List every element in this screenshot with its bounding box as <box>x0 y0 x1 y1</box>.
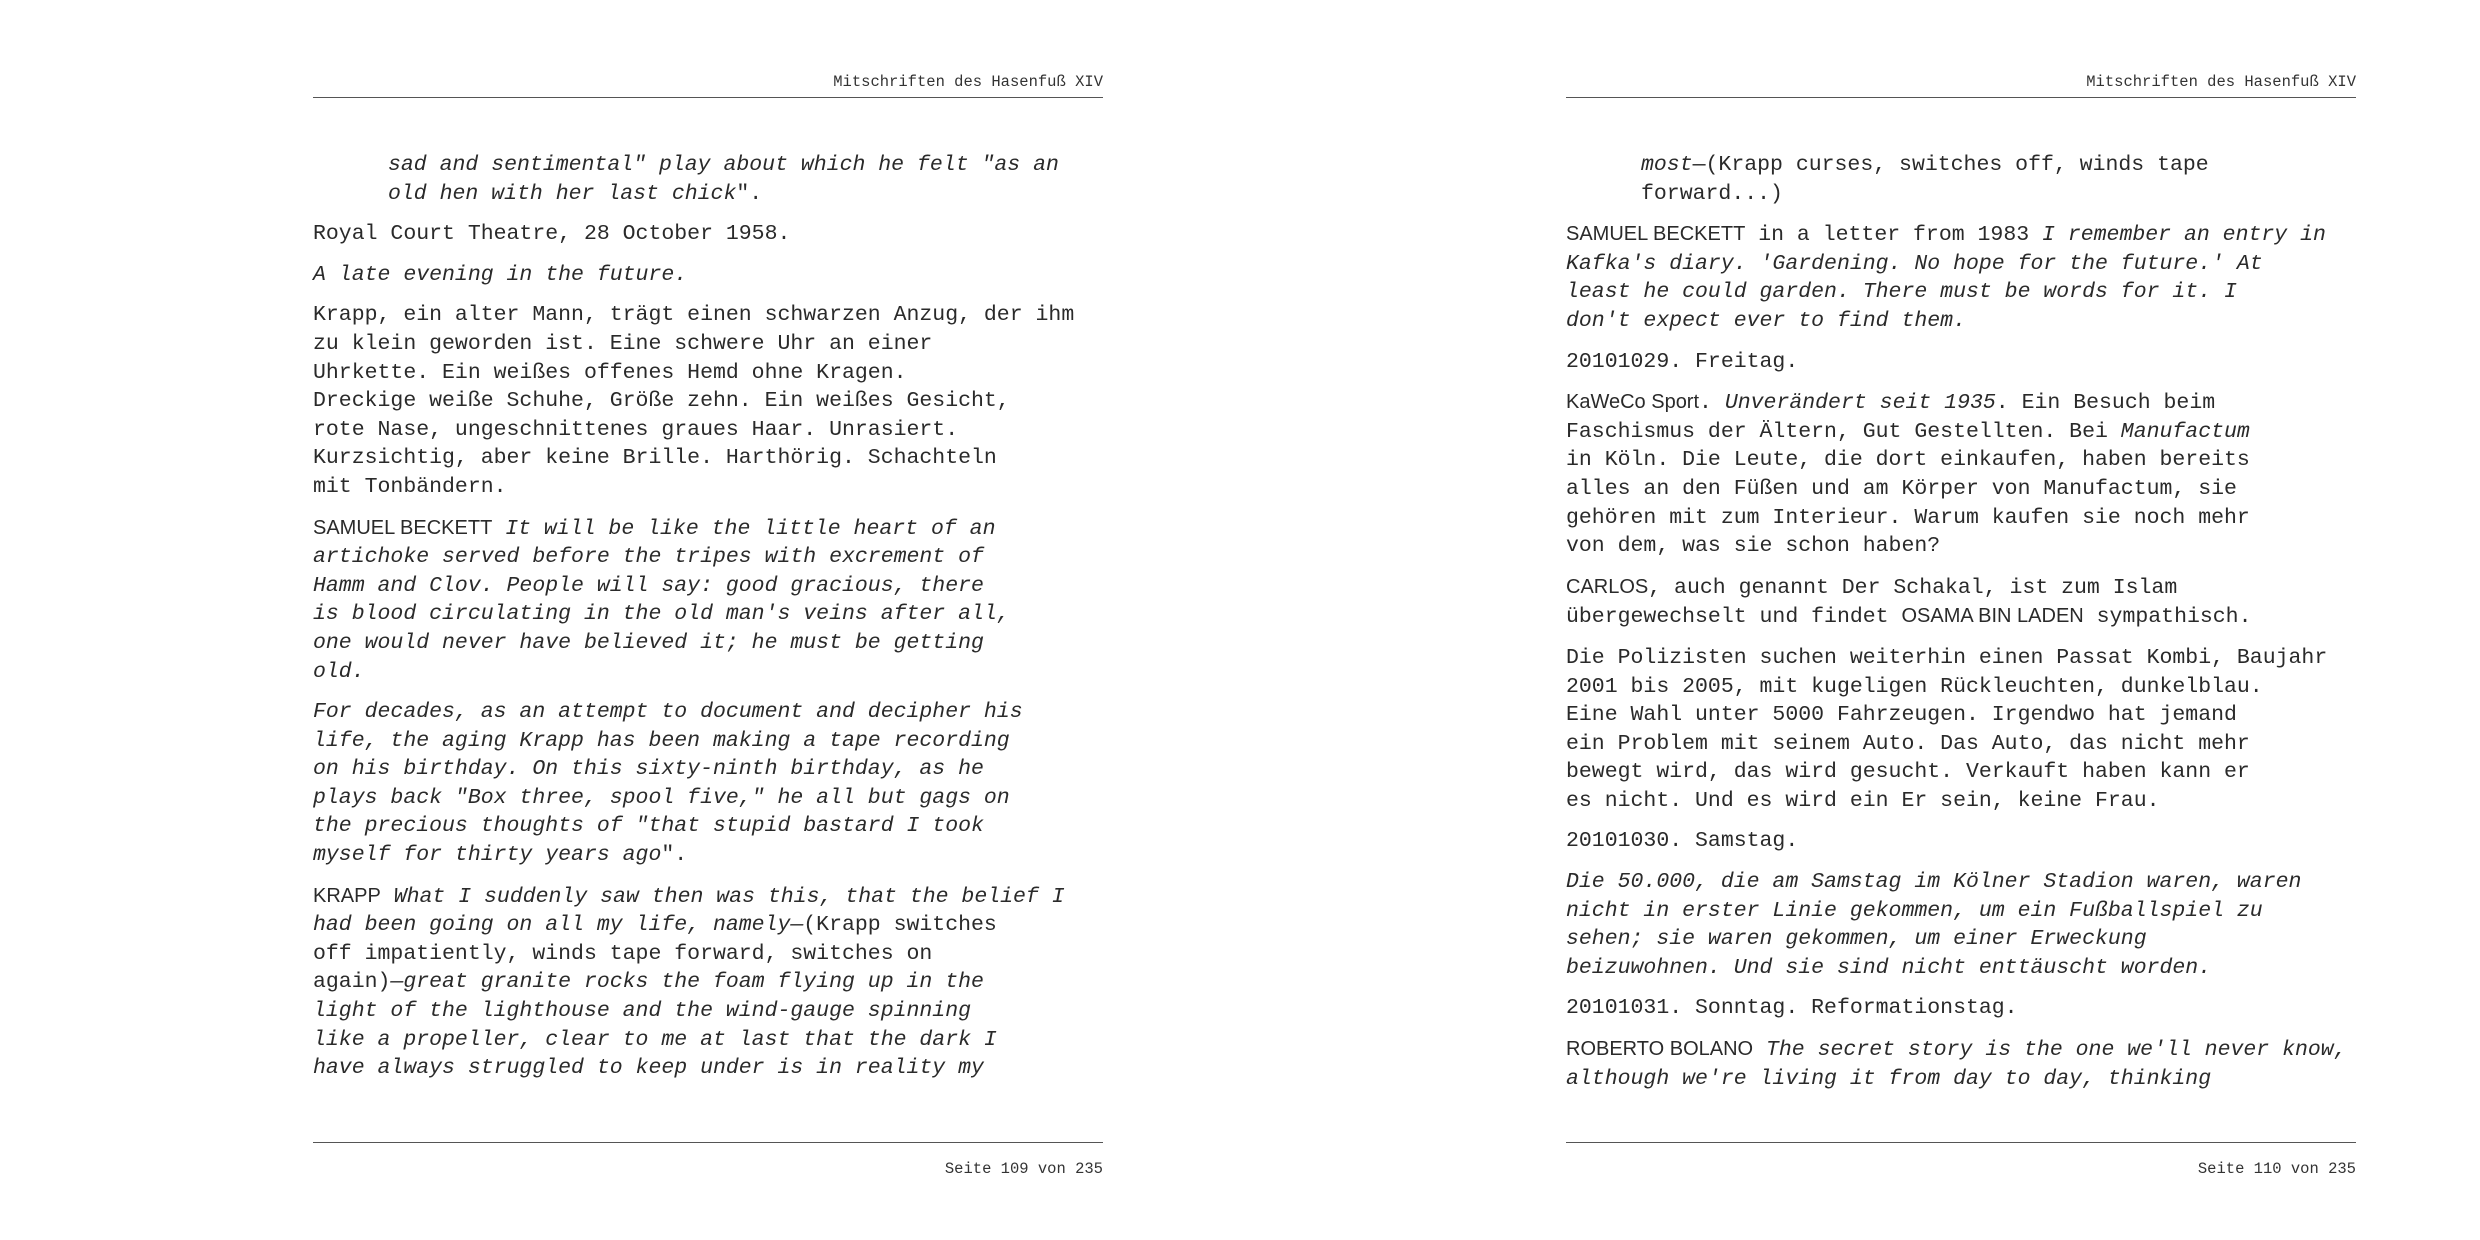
text-line <box>313 359 1103 388</box>
text-run: I remember an entry in <box>2042 223 2326 248</box>
text-run: Kafka's diary. 'Gardening. No hope for the future.' At <box>1566 251 2263 276</box>
person-name: KaWeCo Sport <box>1566 391 1700 414</box>
text-line <box>1641 180 2356 209</box>
text-line <box>313 473 1103 502</box>
text-line <box>1566 348 2356 377</box>
text-run: old hen with her last chick <box>388 181 737 206</box>
text-line <box>313 629 1103 658</box>
text-run: life, the aging Krapp has been making a tape recording <box>313 728 1010 753</box>
text-line <box>1566 602 2356 632</box>
text-run: Hamm and Clov. People will say: good gracious, there <box>313 573 984 598</box>
text-run: old. <box>313 659 365 684</box>
text-run <box>1753 1038 1766 1062</box>
text-run: 20101030. Samstag. <box>1566 829 1799 854</box>
paragraph <box>1566 644 2356 816</box>
text-run: in a letter from 1983 <box>1745 223 2043 248</box>
paragraph <box>1566 827 2356 856</box>
text-run: Uhrkette. Ein weißes offenes Hemd ohne Kragen. <box>313 360 907 385</box>
text-run: 20101031. Sonntag. Reformationstag. <box>1566 996 2018 1021</box>
page-header: Mitschriften des Hasenfuß XIV <box>313 72 1103 98</box>
text-run: Faschismus der Ältern, Gut Gestellten. Bei <box>1566 419 2121 444</box>
person-name: SAMUEL BECKETT <box>1566 223 1746 246</box>
text-line <box>313 997 1103 1026</box>
text-line <box>313 301 1103 330</box>
text-line <box>1566 730 2356 759</box>
text-run: although we're living it from day to day, thinking <box>1566 1066 2212 1091</box>
text-line <box>1566 673 2356 702</box>
page-number: Seite 110 von 235 <box>1566 1142 2356 1179</box>
page-body <box>313 151 1103 1095</box>
text-line <box>1641 151 2356 180</box>
person-name: CARLOS <box>1566 575 1649 598</box>
text-line <box>1566 868 2356 897</box>
text-run: . Ein Besuch beim <box>1995 391 2216 416</box>
person-name: ROBERTO BOLANO <box>1566 1038 1754 1061</box>
text-run: übergewechselt und findet <box>1566 605 1902 630</box>
text-run: Kurzsichtig, aber keine Brille. Harthörig. Schachteln <box>313 446 997 471</box>
text-run: most <box>1641 153 1693 177</box>
text-line <box>1566 573 2356 603</box>
text-line <box>313 387 1103 416</box>
page-number: Seite 109 von 235 <box>313 1142 1103 1179</box>
text-run: rote Nase, ungeschnittenes graues Haar. Unrasiert. <box>313 417 959 442</box>
paragraph <box>1566 573 2356 632</box>
paragraph <box>313 514 1103 687</box>
text-line <box>313 727 1103 756</box>
text-line <box>313 1026 1103 1055</box>
text-run: myself for thirty years ago <box>313 843 662 868</box>
text-run: off impatiently, winds tape forward, switches on <box>313 941 933 966</box>
text-run: ein Problem mit seinem Auto. Das Auto, das nicht mehr <box>1566 731 2250 756</box>
text-line <box>388 151 1103 180</box>
text-run: Die 50.000, die am Samstag im Kölner Stadion waren, waren <box>1566 870 2302 895</box>
text-line <box>1566 504 2356 533</box>
page-header: Mitschriften des Hasenfuß XIV <box>1566 72 2356 98</box>
text-line <box>313 416 1103 445</box>
text-line <box>313 572 1103 601</box>
text-line <box>313 444 1103 473</box>
text-run: have always struggled to keep under is in reality my <box>313 1056 984 1081</box>
text-run: beizuwohnen. Und sie sind nicht enttäuscht worden. <box>1566 955 2212 980</box>
text-line <box>1566 644 2356 673</box>
person-name: OSAMA BIN LADEN <box>1901 605 2084 628</box>
text-run: Dreckige weiße Schuhe, Größe zehn. Ein weißes Gesicht, <box>313 389 1010 414</box>
text-run: A late evening in the future. <box>313 262 688 287</box>
text-run: Die Polizisten suchen weiterhin einen Passat Kombi, Baujahr <box>1566 645 2328 670</box>
text-run: 2001 bis 2005, mit kugeligen Rückleuchten, dunkelblau. <box>1566 674 2263 699</box>
text-run: sad and sentimental" play about which he felt "as an <box>388 153 1059 177</box>
paragraph <box>313 151 1103 208</box>
text-run: von dem, was sie schon haben? <box>1566 534 1941 559</box>
text-run: ". <box>661 843 688 868</box>
text-run: like a propeller, clear to me at last that the dark I <box>313 1027 997 1052</box>
text-run: don't expect ever to find them. <box>1566 308 1966 333</box>
text-line <box>313 543 1103 572</box>
text-run: again) <box>313 970 391 995</box>
text-line <box>313 784 1103 813</box>
text-run: the precious thoughts of "that stupid bastard I took <box>313 814 984 839</box>
paragraph <box>1566 994 2356 1023</box>
text-run: sympathisch. <box>2083 605 2252 630</box>
text-line <box>1566 827 2356 856</box>
text-run: is blood circulating in the old man's veins after all, <box>313 602 1010 627</box>
text-run: Unverändert seit 1935 <box>1724 391 1996 416</box>
text-line <box>1566 278 2356 307</box>
text-run: alles an den Füßen und am Körper von Manufactum, sie <box>1566 476 2237 501</box>
paragraph <box>1566 151 2356 208</box>
left-page <box>313 0 1103 1240</box>
text-run: —(Krapp curses, switches off, winds tape <box>1692 153 2209 177</box>
text-run: forward...) <box>1641 181 1783 206</box>
paragraph <box>313 261 1103 290</box>
text-run: light of the lighthouse and the wind-gauge spinning <box>313 999 972 1024</box>
text-line <box>313 940 1103 969</box>
paragraph <box>313 882 1103 1083</box>
paragraph <box>1566 220 2356 335</box>
text-run: one would never have believed it; he must be getting <box>313 630 984 655</box>
text-line <box>313 220 1103 249</box>
text-line <box>313 600 1103 629</box>
text-run: in Köln. Die Leute, die dort einkaufen, haben bereits <box>1566 448 2250 473</box>
paragraph <box>1566 388 2356 561</box>
text-line <box>1566 701 2356 730</box>
text-run: nicht in erster Linie gekommen, um ein Fußballspiel zu <box>1566 898 2263 923</box>
text-run <box>492 517 505 541</box>
text-line <box>1566 994 2356 1023</box>
text-line <box>313 882 1103 912</box>
text-line <box>1566 787 2356 816</box>
text-line <box>388 180 1103 209</box>
page-body <box>1566 151 2356 1105</box>
paragraph <box>1566 868 2356 982</box>
text-run: sehen; sie waren gekommen, um einer Erweckung <box>1566 927 2147 952</box>
text-line <box>1566 220 2356 250</box>
text-run: What I suddenly saw then was this, that the belief I <box>393 884 1065 909</box>
right-page <box>1566 0 2356 1240</box>
paragraph <box>1566 348 2356 377</box>
text-line <box>1566 758 2356 787</box>
text-run: , auch genannt Der Schakal, ist zum Islam <box>1648 575 2178 600</box>
text-line <box>1566 954 2356 983</box>
text-run: Eine Wahl unter 5000 Fahrzeugen. Irgendwo hat jemand <box>1566 703 2237 728</box>
text-run: on his birthday. On this sixty-ninth birthday, as he <box>313 757 984 782</box>
paragraph <box>313 220 1103 249</box>
text-line <box>1566 1035 2356 1065</box>
text-line <box>313 1054 1103 1083</box>
text-line <box>1566 446 2356 475</box>
text-run: plays back "Box three, spool five," he all but gags on <box>313 785 1010 810</box>
paragraph <box>313 301 1103 501</box>
text-run: 20101029. Freitag. <box>1566 349 1799 374</box>
text-line <box>313 261 1103 290</box>
person-name: KRAPP <box>313 884 381 907</box>
text-run <box>381 885 394 909</box>
text-line <box>313 330 1103 359</box>
text-run: —great granite rocks the foam flying up in the <box>390 970 984 995</box>
text-run: Krapp, ein alter Mann, trägt einen schwarzen Anzug, der ihm <box>313 303 1075 328</box>
text-run: bewegt wird, das wird gesucht. Verkauft haben kann er <box>1566 760 2250 785</box>
text-line <box>1566 897 2356 926</box>
text-run: gehören mit zum Interieur. Warum kaufen sie noch mehr <box>1566 505 2250 530</box>
text-line <box>313 658 1103 687</box>
text-run: Royal Court Theatre, 28 October 1958. <box>313 222 791 247</box>
text-run: es nicht. Und es wird ein Er sein, keine Frau. <box>1566 788 2160 813</box>
person-name: SAMUEL BECKETT <box>313 516 493 539</box>
text-run: ". <box>736 181 763 206</box>
text-run: . <box>1699 391 1725 416</box>
paragraph <box>1566 1035 2356 1093</box>
text-run: The secret story is the one we'll never know, <box>1766 1038 2347 1063</box>
paragraph <box>313 698 1103 870</box>
text-line <box>313 841 1103 870</box>
text-run: Manufactum <box>2120 419 2250 444</box>
text-run: least he could garden. There must be words for it. I <box>1566 280 2237 305</box>
text-line <box>313 755 1103 784</box>
text-line <box>1566 1065 2356 1094</box>
text-line <box>1566 307 2356 336</box>
text-line <box>1566 388 2356 418</box>
text-line <box>1566 925 2356 954</box>
text-run: (Krapp switches <box>803 913 997 938</box>
text-line <box>1566 532 2356 561</box>
text-line <box>1566 418 2356 447</box>
text-run: zu klein geworden ist. Eine schwere Uhr an einer <box>313 331 933 356</box>
text-line <box>313 968 1103 997</box>
text-run: had been going on all my life, namely— <box>313 913 804 938</box>
text-line <box>313 698 1103 727</box>
text-line <box>313 812 1103 841</box>
text-line <box>313 911 1103 940</box>
text-line <box>1566 475 2356 504</box>
text-line <box>313 514 1103 544</box>
text-run: artichoke served before the tripes with excrement of <box>313 545 984 570</box>
text-run: For decades, as an attempt to document and decipher his <box>313 700 1023 725</box>
text-run: mit Tonbändern. <box>313 474 507 499</box>
text-line <box>1566 250 2356 279</box>
text-run: It will be like the little heart of an <box>505 516 996 541</box>
